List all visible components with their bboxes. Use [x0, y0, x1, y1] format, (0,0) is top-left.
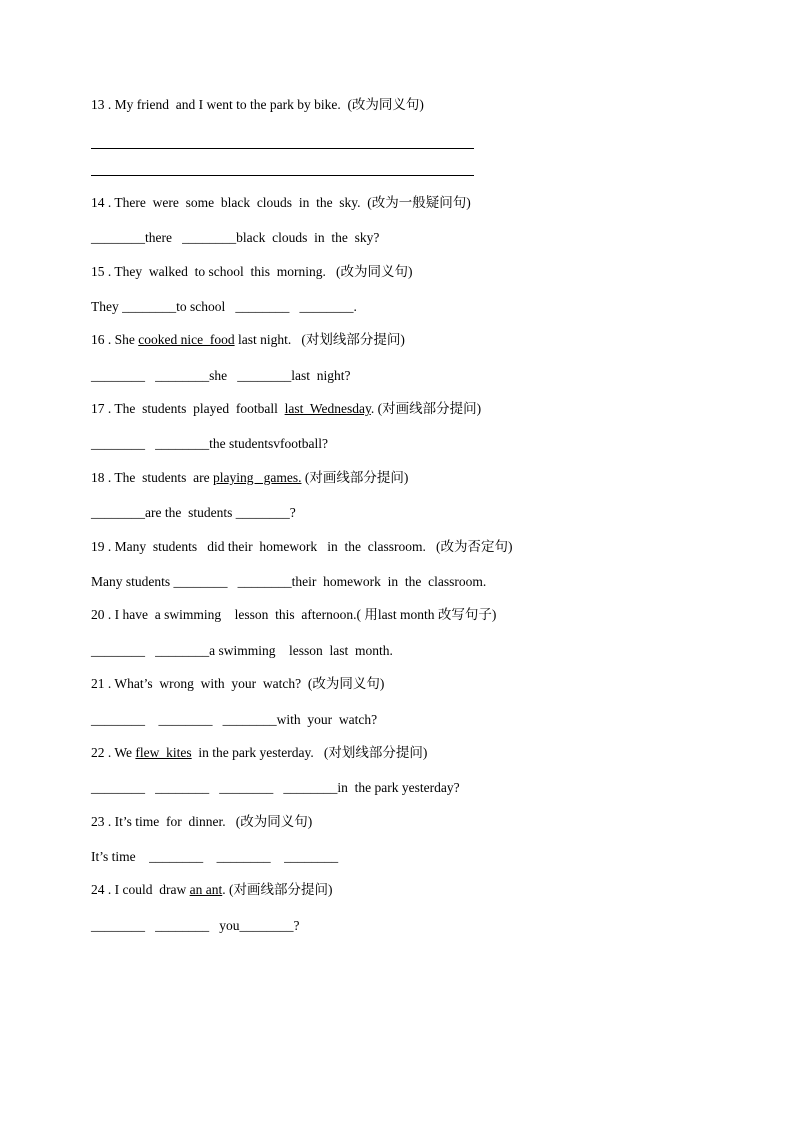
question-text: 19 . Many students did their homework in the classroom. (改为否定句) [91, 539, 513, 554]
answer-20[interactable]: ________ ________a swimming lesson last month. [91, 643, 393, 658]
question-text: 23 . It’s time for dinner. (改为同义句) [91, 814, 313, 829]
answer-23[interactable]: It’s time ________ ________ ________ [91, 849, 339, 864]
question-13 [91, 97, 424, 113]
answer-line [91, 148, 474, 149]
question-text: 22 . We [91, 745, 136, 760]
answer-17[interactable]: ________ ________the studentsvfootball? [91, 436, 328, 451]
question-text: 14 . There were some black clouds in the sky. (改为一般疑问句) [91, 195, 471, 210]
question-text: 24 . I could draw [91, 882, 190, 897]
question-text: . (对画线部分提问) [370, 401, 482, 416]
answer-21[interactable]: ________ ________ ________with your watch? [91, 712, 378, 727]
question-text: 13 . My friend and I went to the park by bike. (改为同义句) [91, 97, 424, 112]
question-text: . (对画线部分提问) [222, 882, 333, 897]
question-text: last night. (对划线部分提问) [234, 332, 405, 347]
answer-line [91, 175, 474, 176]
underlined-phrase: an ant [189, 882, 223, 897]
underlined-phrase: cooked nice food [138, 332, 235, 347]
question-16 [91, 332, 405, 348]
answer-15[interactable]: They ________to school ________ ________. [91, 299, 357, 314]
question-22 [91, 745, 427, 761]
question-text: 20 . I have a swimming lesson this afternoon.( 用last month 改写句子) [91, 607, 497, 622]
question-text: (对画线部分提问) [301, 470, 409, 485]
answer-16[interactable]: ________ ________she ________last night? [91, 368, 351, 383]
answer-19[interactable]: Many students ________ ________their homework in the classroom. [91, 574, 487, 589]
question-text: 16 . She [91, 332, 139, 347]
answer-18[interactable]: ________are the students ________? [91, 505, 296, 520]
question-24 [91, 882, 332, 898]
answer-24[interactable]: ________ ________ you________? [91, 918, 300, 933]
question-19 [91, 539, 512, 555]
question-17 [91, 401, 481, 417]
question-text: in the park yesterday. (对划线部分提问) [191, 745, 428, 760]
answer-14[interactable]: ________there ________black clouds in the sky? [91, 230, 380, 245]
question-text: 17 . The students played football [91, 401, 285, 416]
question-20 [91, 607, 496, 623]
question-18 [91, 470, 408, 486]
underlined-phrase: flew kites [135, 745, 192, 760]
question-23 [91, 814, 312, 830]
question-14 [91, 195, 471, 211]
question-text: 18 . The students are [91, 470, 213, 485]
question-21 [91, 676, 384, 692]
question-text: 15 . They walked to school this morning. (改为同义句) [91, 264, 413, 279]
underlined-phrase: playing games. [212, 470, 302, 485]
underlined-phrase: last Wednesday [284, 401, 371, 416]
question-text: 21 . What’s wrong with your watch? (改为同义句) [91, 676, 385, 691]
question-15 [91, 264, 412, 280]
answer-22[interactable]: ________ ________ ________ ________in the park yesterday? [91, 780, 460, 795]
